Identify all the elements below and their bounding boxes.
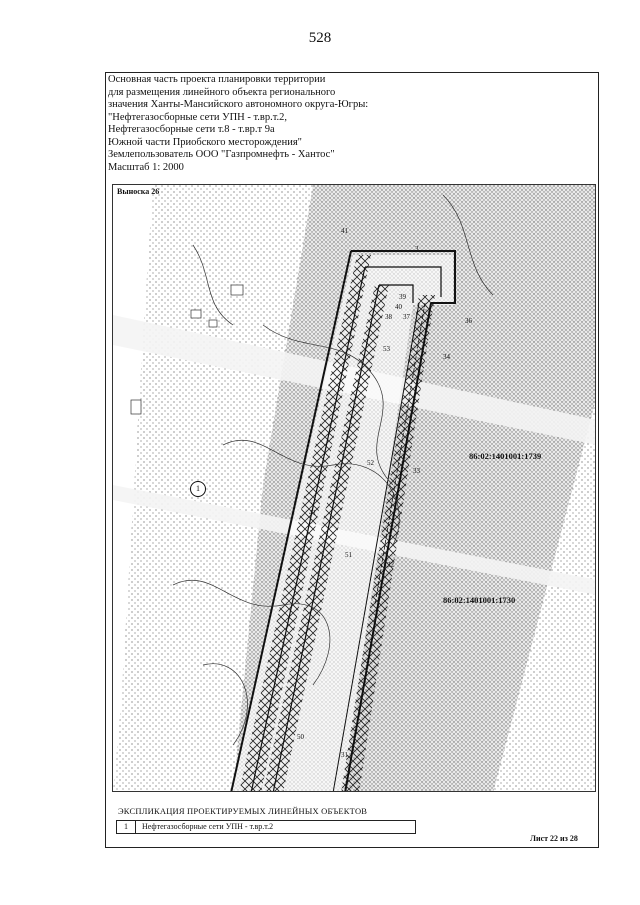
point-label: 41 xyxy=(341,227,348,235)
point-label: 51 xyxy=(345,551,352,559)
object-marker: 1 xyxy=(190,481,206,497)
inset-title: Выноска 26 xyxy=(117,187,160,196)
point-label: 34 xyxy=(443,353,450,361)
legend-row xyxy=(116,820,416,834)
title-line: для размещения линейного объекта регионального xyxy=(108,86,336,98)
point-label: 53 xyxy=(383,345,390,353)
title-block xyxy=(108,74,408,174)
title-line: Землепользователь ООО "Газпромнефть - Хантос" xyxy=(108,149,335,160)
parcel-label: 86:02:1401001:1730 xyxy=(443,595,516,605)
point-label: 38 xyxy=(385,313,392,321)
point-label: 41 xyxy=(309,509,316,517)
point-label: 32 xyxy=(387,561,394,569)
title-line: Основная часть проекта планировки территории xyxy=(108,74,326,85)
map-drawing xyxy=(113,185,596,792)
point-label: 31 xyxy=(341,751,348,759)
point-label: 33 xyxy=(413,467,420,475)
point-label: 39 xyxy=(399,293,406,301)
point-label: 36 xyxy=(465,317,472,325)
title-line: Масштаб 1: 2000 xyxy=(108,161,184,173)
title-line: Южной части Приобского месторождения" xyxy=(108,136,302,148)
point-label: 3 xyxy=(415,245,419,253)
point-label: 40 xyxy=(395,303,402,311)
legend-heading: ЭКСПЛИКАЦИЯ ПРОЕКТИРУЕМЫХ ЛИНЕЙНЫХ ОБЪЕКТОВ xyxy=(118,806,368,816)
point-label: 50 xyxy=(297,733,304,741)
legend-row-number: 1 xyxy=(117,821,136,833)
title-line: "Нефтегазосборные сети УПН - т.вр.т.2, xyxy=(108,111,288,123)
page-number: 528 xyxy=(308,30,332,46)
parcel-label: 86:02:1401001:1739 xyxy=(469,451,542,461)
map-inset xyxy=(112,184,596,792)
legend-row-label: Нефтегазосборные сети УПН - т.вр.т.2 xyxy=(142,822,274,831)
sheet-number: Лист 22 из 28 xyxy=(530,834,578,843)
title-line: значения Ханты-Мансийского автономного округа-Югры: xyxy=(108,99,369,110)
title-line: Нефтегазосборные сети т.8 - т.вр.т 9а xyxy=(108,124,275,135)
point-label: 52 xyxy=(367,459,374,467)
point-label: 37 xyxy=(403,313,410,321)
